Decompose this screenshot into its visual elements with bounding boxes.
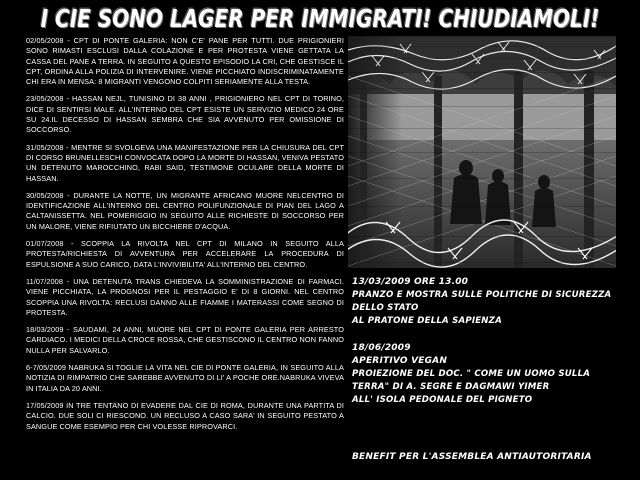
benefit-footer-text: BENEFIT PER L'ASSEMBLEA ANTIAUTORITARIA xyxy=(352,452,592,462)
chronology-paragraph: 18/03/2009 - SAUDAMI, 24 ANNI, MUORE NEL CPT DI PONTE GALERIA PER ARRESTO CARDIACO. I MEDICI DELLA CROCE ROSSA, CHE GESTISCONO IL CENTRO NON FANNO NULLA PER SALVARLO. xyxy=(26,325,344,355)
event-line: TERRA" DI A. SEGRE E DAGMAWI YIMER xyxy=(352,382,550,392)
chronology-paragraph: 23/05/2008 - HASSAN NEJL, TUNISINO DI 38 ANNI , PRIGIONIERO NEL CPT DI TORINO, DICE DI SENTIRSI MALE. ALL'INTERNO DEL CPT ESISTE UN SERVIZIO MEDICO 24 ORE SU 24.IL DECESSO DI HASSAN SEMBRA CHE SIA AVVENUTO PER OMISSIONE DI SOCCORSO. xyxy=(26,94,344,135)
chronology-paragraph: 17/05/2009 IN TRE TENTANO DI EVADERE DAL CIE DI ROMA, DURANTE UNA PARTITA DI CALCIO. DUE SOLI CI RIESCONO. UN RECLUSO A CASO SARA' IN SEGUITO PESTATO A SANGUE COME ESEMPIO PER CHI VOLESSE RIPROVARCI. xyxy=(26,400,344,431)
event-line: DELLO STATO xyxy=(352,303,419,313)
event-line: AL PRATONE DELLA SAPIENZA xyxy=(352,316,502,326)
event-line: 13/03/2009 ORE 13.00 xyxy=(352,277,469,287)
poster-title-bar xyxy=(0,4,640,32)
event-block xyxy=(352,342,620,407)
chronology-paragraph: 01/07/2008 - SCOPPIA LA RIVOLTA NEL CPT DI MILANO IN SEGUITO ALLA PROTESTA/RICHIESTA DI AVVENTURA PER ACCELERARE LA PROCEDURA DI ESPULSIONE A SUO CARICO, DATA L'INVIVIBILITA' ALL'INTERNO DEL CENTRO. xyxy=(26,239,344,269)
page-title: I CIE SONO LAGER PER IMMIGRATI! CHIUDIAMOLI! xyxy=(40,3,600,33)
events-list xyxy=(352,276,620,421)
event-line: ALL' ISOLA PEDONALE DEL PIGNETO xyxy=(352,395,533,405)
barbed-wire-detention-camp-photo xyxy=(348,36,616,268)
event-line: APERITIVO VEGAN xyxy=(352,356,448,366)
chronology-paragraph: 02/05/2008 - CPT DI PONTE GALERIA: NON C'E' PANE PER TUTTI. DUE PRIGIONIERI SONO RIMASTI ESCLUSI DALLA COLAZIONE E PER PROTESTA VIENE GETTATA LA CASSA DEL PANE A TERRA. IN SEGUITO A QUESTO EPISODIO LA CRI, CHE GESTISCE IL CPT, ORDINA ALLA POLIZIA DI INTERVENIRE. VIENE PICCHIATO INDISCRIMINATAMENTE CHI ERA IN MENSA: 8 MIGRANTI VENGONO COLPITI SERIAMENTE ALLA TESTA. xyxy=(26,36,344,87)
event-block xyxy=(352,276,620,328)
chronology-paragraph: 31/05/2008 - MENTRE SI SVOLGEVA UNA MANIFESTAZIONE PER LA CHIUSURA DEL CPT DI CORSO BRUNELLESCHI CONVOCATA DOPO LA MORTE DI HASSAN, VENIVA PESTATO UN DETENUTO MAROCCHINO, RABI SAID, TESTIMONE OCULARE DELLA MORTE DI HASSAN. xyxy=(26,142,344,183)
chronology-paragraph: 11/07/2008 - UNA DETENUTA TRANS CHIEDEVA LA SOMMINISTRAZIONE DI FARMACI. VIENE PICCHIATA, LA PROGNOSI PER IL PESTAGGIO E' DI 8 GIORNI. NEL CENTRO SCOPPIA UNA RIVOLTA: RECLUSI DANNO ALLE FIAMME I MATERASSI COME SEGNO DI PROTESTA. xyxy=(26,276,344,317)
event-line: PRANZO E MOSTRA SULLE POLITICHE DI SICUREZZA xyxy=(352,290,612,300)
chronology-paragraph: 30/05/2008 - DURANTE LA NOTTE, UN MIGRANTE AFRICANO MUORE NELCENTRO DI IDENTIFICAZIONE ALL'INTERNO DEL CENTRO POLIFUNZIONALE DI PIAN DEL LAGO A CALTANISSETTA. NEL POMERIGGIO IN SEGUITO ALLE RICHIESTE DI SOCCORSO PER UN MALORE, VIENE RIFIUTATO UN BICCHIERE D'ACQUA. xyxy=(26,190,344,231)
event-line: PROIEZIONE DEL DOC. " COME UN UOMO SULLA xyxy=(352,369,591,379)
chronology-text-column xyxy=(26,36,344,474)
event-line: 18/06/2009 xyxy=(352,343,411,353)
chronology-paragraph: 6-7/05/2009 NABRUKA SI TOGLIE LA VITA NEL CIE DI PONTE GALERIA, IN SEGUITO ALLA NOTIZIA DI RIMPATRIO CHE SAREBBE AVVENUTO DI LI' A POCHE ORE.NABRUKA VIVEVA IN ITALIA DA 20 ANNI. xyxy=(26,363,344,393)
